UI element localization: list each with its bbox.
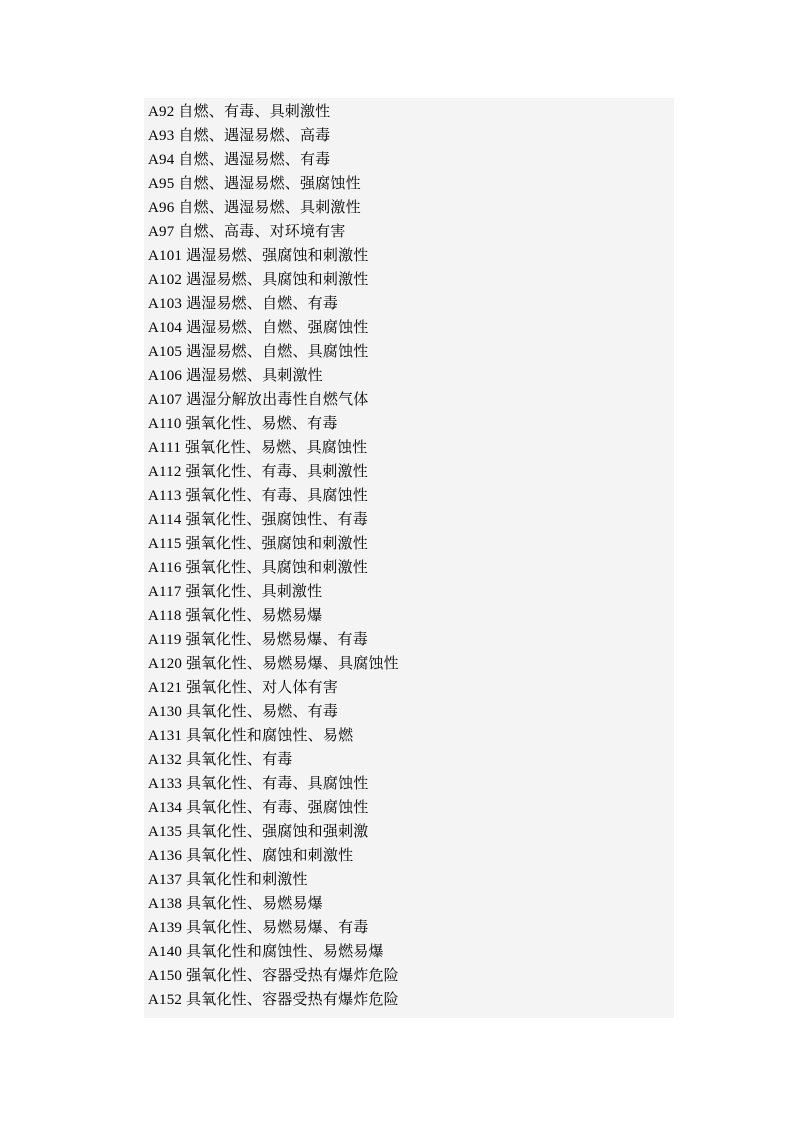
- list-item: A121 强氧化性、对人体有害: [148, 680, 339, 696]
- list-item: A138 具氧化性、易燃易爆: [148, 896, 323, 912]
- list-item: A111 强氧化性、易燃、具腐蚀性: [148, 440, 368, 456]
- list-item: A105 遇湿易燃、自燃、具腐蚀性: [148, 344, 369, 360]
- list-item: A152 具氧化性、容器受热有爆炸危险: [148, 992, 399, 1008]
- list-item: A103 遇湿易燃、自燃、有毒: [148, 296, 339, 312]
- list-item: A130 具氧化性、易燃、有毒: [148, 704, 339, 720]
- list-item: A131 具氧化性和腐蚀性、易燃: [148, 728, 354, 744]
- list-item: A97 自燃、高毒、对环境有害: [148, 224, 346, 240]
- list-item: A115 强氧化性、强腐蚀和刺激性: [148, 536, 368, 552]
- list-item: A92 自燃、有毒、具刺激性: [148, 104, 331, 120]
- list-item: A117 强氧化性、具刺激性: [148, 584, 323, 600]
- list-item: A94 自燃、遇湿易燃、有毒: [148, 152, 331, 168]
- list-item: A101 遇湿易燃、强腐蚀和刺激性: [148, 248, 369, 264]
- list-item: A93 自燃、遇湿易燃、高毒: [148, 128, 331, 144]
- list-item: A119 强氧化性、易燃易爆、有毒: [148, 632, 368, 648]
- list-item: A107 遇湿分解放出毒性自燃气体: [148, 392, 369, 408]
- list-item: A135 具氧化性、强腐蚀和强刺激: [148, 824, 369, 840]
- list-item: A96 自燃、遇湿易燃、具刺激性: [148, 200, 361, 216]
- list-item: A133 具氧化性、有毒、具腐蚀性: [148, 776, 369, 792]
- list-item: A116 强氧化性、具腐蚀和刺激性: [148, 560, 368, 576]
- list-item: A134 具氧化性、有毒、强腐蚀性: [148, 800, 369, 816]
- list-item: A110 强氧化性、易燃、有毒: [148, 416, 338, 432]
- list-item: A137 具氧化性和刺激性: [148, 872, 308, 888]
- list-item: A95 自燃、遇湿易燃、强腐蚀性: [148, 176, 361, 192]
- list-item: A112 强氧化性、有毒、具刺激性: [148, 464, 368, 480]
- list-item: A132 具氧化性、有毒: [148, 752, 293, 768]
- list-item: A114 强氧化性、强腐蚀性、有毒: [148, 512, 368, 528]
- list-item: A113 强氧化性、有毒、具腐蚀性: [148, 488, 368, 504]
- hazard-code-list: [144, 98, 674, 1018]
- list-item: A139 具氧化性、易燃易爆、有毒: [148, 920, 369, 936]
- list-item: A118 强氧化性、易燃易爆: [148, 608, 323, 624]
- list-item: A104 遇湿易燃、自燃、强腐蚀性: [148, 320, 369, 336]
- list-item: A120 强氧化性、易燃易爆、具腐蚀性: [148, 656, 399, 672]
- list-item: A136 具氧化性、腐蚀和刺激性: [148, 848, 354, 864]
- list-item: A102 遇湿易燃、具腐蚀和刺激性: [148, 272, 369, 288]
- list-item: A140 具氧化性和腐蚀性、易燃易爆: [148, 944, 384, 960]
- list-item: A106 遇湿易燃、具刺激性: [148, 368, 323, 384]
- list-item: A150 强氧化性、容器受热有爆炸危险: [148, 968, 399, 984]
